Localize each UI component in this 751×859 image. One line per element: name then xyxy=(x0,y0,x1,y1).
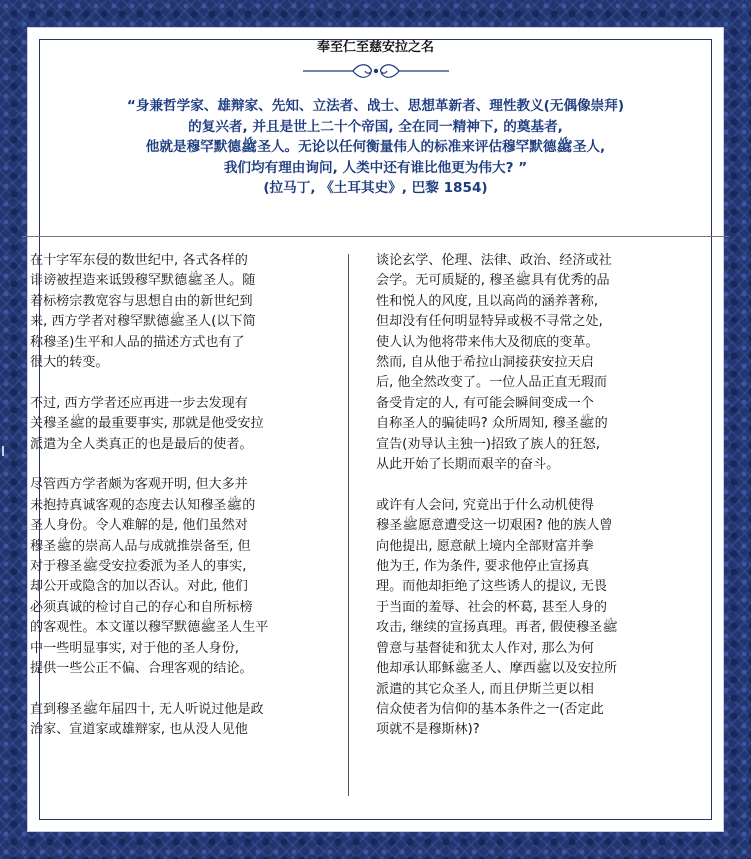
text-line: 于当面的羞辱、社会的杯葛, 甚至人身的 xyxy=(376,599,607,615)
text-line: 在十字军东侵的数世纪中, 各式各样的 xyxy=(30,253,248,268)
page-edge-marker xyxy=(2,446,4,456)
text-line: 穆圣ﷺ的崇高人品与成就推崇备至, 但 xyxy=(30,538,251,554)
text-line: 信众使者为信仰的基本条件之一(否定此 xyxy=(376,701,604,717)
text-line: 中一些明显事实, 对于他的圣人身份, xyxy=(30,640,239,656)
text-line: 会学。无可质疑的, 穆圣ﷺ具有优秀的品 xyxy=(376,273,610,289)
text-line: 派遣为全人类真正的也是最后的使者。 xyxy=(30,436,253,452)
text-line: 曾意与基督徒和犹太人作对, 那么为何 xyxy=(376,640,594,656)
text-line: 关穆圣ﷺ的最重要事实, 那就是他受安拉 xyxy=(30,416,264,432)
text-line: 对于穆圣ﷺ受安拉委派为圣人的事实, xyxy=(30,559,247,575)
paragraph xyxy=(376,251,666,475)
text-line: 但却没有任何明显特异或极不寻常之处, xyxy=(376,314,603,330)
text-line: 穆圣ﷺ愿意遭受这一切艰困? 他的族人曾 xyxy=(376,518,613,534)
text-line: 来, 西方学者对穆罕默德ﷺ圣人(以下简 xyxy=(30,314,256,330)
text-line: 却公开或隐含的加以否认。对此, 他们 xyxy=(30,579,248,595)
text-line: 理。而他却拒绝了这些诱人的提议, 无畏 xyxy=(376,579,607,595)
text-line: 从此开始了长期而艰辛的奋斗。 xyxy=(376,457,560,473)
column-divider xyxy=(348,254,349,796)
paragraph xyxy=(376,496,666,741)
paragraph xyxy=(30,475,320,679)
quote-line: “身兼哲学家、雄辩家、先知、立法者、战士、思想革新者、理性教义(无偶像崇拜) xyxy=(126,98,625,114)
text-line: 然而, 自从他于希拉山洞接获安拉天启 xyxy=(376,355,594,371)
quote-line: 他就是穆罕默德ﷺ圣人。无论以任何衡量伟人的标准来评估穆罕默德ﷺ圣人, xyxy=(145,139,606,155)
text-line: 治家、宣道家或雄辩家, 也从没人见他 xyxy=(30,722,248,738)
text-line: 派遣的其它众圣人, 而且伊斯兰更以相 xyxy=(376,681,594,697)
text-line: 未抱持真诚客观的态度去认知穆圣ﷺ的 xyxy=(30,497,256,513)
text-line: 或许有人会问, 究竟出于什么动机使得 xyxy=(376,497,594,513)
text-line: 他为王, 作为条件, 要求他停止宣扬真 xyxy=(376,559,590,575)
lamartine-quote xyxy=(16,96,735,199)
paragraph xyxy=(30,394,320,455)
text-line: 提供一些公正不偏、合理客观的结论。 xyxy=(30,661,253,677)
quote-line: 的复兴者, 并且是世上二十个帝国, 全在同一精神下, 的奠基者, xyxy=(188,118,563,135)
basmala-title: 奉至仁至慈安拉之名 xyxy=(316,40,434,55)
text-line: 宣告(劝导认主独一)招致了族人的狂怒, xyxy=(376,436,600,452)
text-line: 备受肯定的人, 有可能会瞬间变成一个 xyxy=(376,395,594,411)
text-line: 使人认为他将带来伟大及彻底的变革。 xyxy=(376,334,599,350)
text-line: 尽管西方学者颇为客观开明, 但大多并 xyxy=(30,477,248,493)
paragraph xyxy=(30,700,320,741)
paragraph xyxy=(30,251,320,373)
text-line: 圣人身份。令人难解的是, 他们虽然对 xyxy=(30,518,248,534)
text-line: 后, 他全然改变了。一位人品正直无瑕而 xyxy=(376,375,607,391)
text-line: 必须真诚的检讨自己的存心和自所标榜 xyxy=(30,599,253,615)
quote-citation: (拉马丁, 《土耳其史》, 巴黎 1854) xyxy=(263,180,488,196)
text-line: 不过, 西方学者还应再进一步去发现有 xyxy=(30,395,248,411)
left-column xyxy=(30,251,320,761)
text-line: 自称圣人的骗徒吗? 众所周知, 穆圣ﷺ的 xyxy=(376,416,608,432)
text-line: 着标榜宗教宽容与思想自由的新世纪到 xyxy=(30,293,253,309)
right-column xyxy=(376,251,666,761)
section-divider xyxy=(22,236,729,237)
text-line: 性和悦人的风度, 且以高尚的涵养著称, xyxy=(376,293,598,309)
text-line: 称穆圣)生平和人品的描述方式也有了 xyxy=(30,334,245,350)
text-line: 很大的转变。 xyxy=(30,355,109,371)
text-line: 诽谤被捏造来诋毁穆罕默德ﷺ圣人。随 xyxy=(30,273,256,289)
quote-line: 我们均有理由询问, 人类中还有谁比他更为伟大? ” xyxy=(223,159,528,176)
text-line: 他却承认耶稣ﷺ圣人、摩西ﷺ以及安拉所 xyxy=(376,661,618,677)
text-line: 直到穆圣ﷺ年届四十, 无人听说过他是政 xyxy=(30,701,264,717)
text-line: 项就不是穆斯林)? xyxy=(376,722,480,738)
text-line: 向他提出, 愿意献上境内全部财富并拳 xyxy=(376,538,594,554)
text-line: 的客观性。本文谨以穆罕默德ﷺ圣人生平 xyxy=(30,620,269,636)
text-line: 谈论玄学、伦理、法律、政治、经济或社 xyxy=(376,253,612,268)
text-line: 攻击, 继续的宣扬真理。再者, 假使穆圣ﷺ xyxy=(376,620,618,636)
flourish-ornament-icon xyxy=(301,62,451,80)
